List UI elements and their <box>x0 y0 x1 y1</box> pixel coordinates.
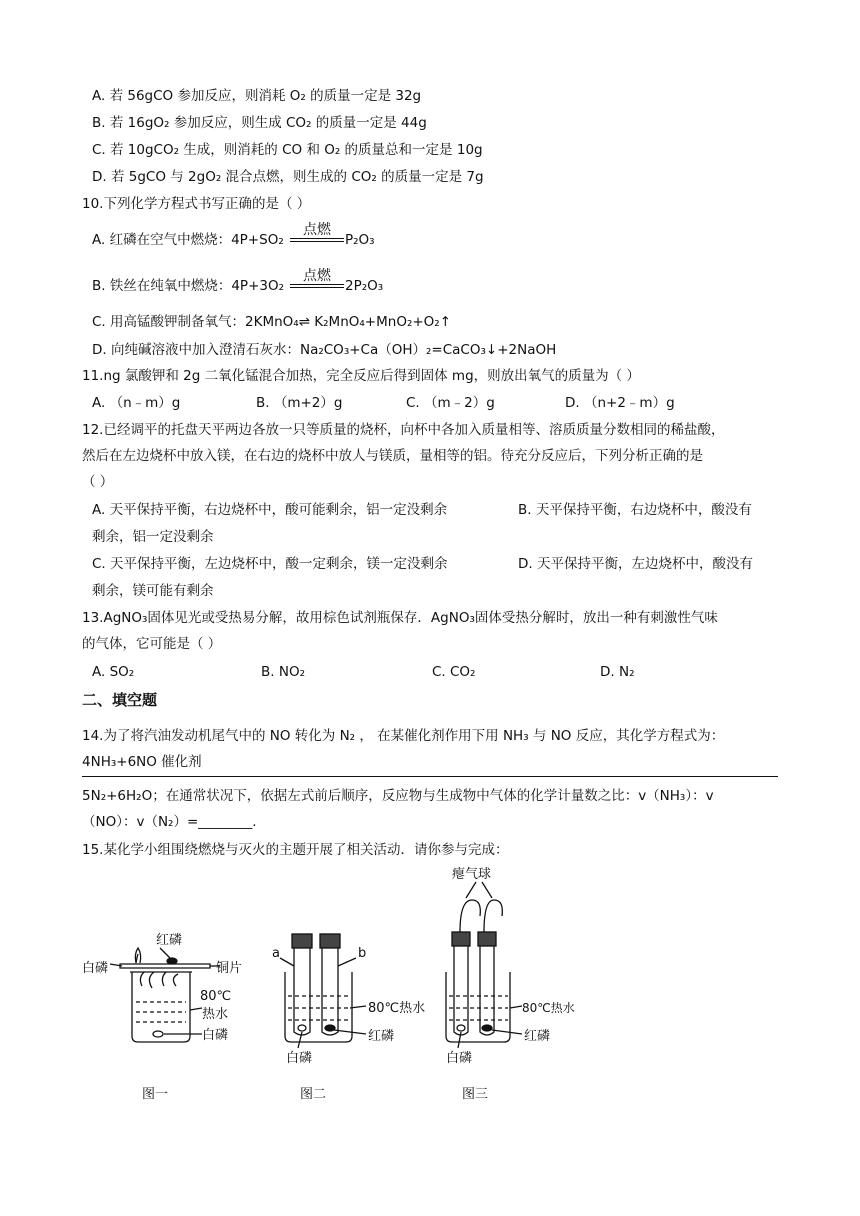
fig2-label-a: a <box>272 946 280 961</box>
fig2-stopper-b <box>320 934 340 948</box>
fig1-caption: 图一 <box>142 1087 169 1102</box>
q10-b-condition-text: 点燃 <box>303 268 331 284</box>
fig1-white-phosphorus-water-label: 白磷 <box>202 1028 229 1043</box>
q12-line-2: 然后在左边烧杯中放入镁，在右边的烧杯中放人与镁质，量相等的铝。待充分反应后，下列分析正确的是 <box>82 448 703 464</box>
q10-a-condition-text: 点燃 <box>303 222 331 238</box>
q14-line-2: 4NH₃+6NO 催化剂 <box>82 754 202 770</box>
fig3-caption: 图三 <box>462 1087 489 1102</box>
q9-option-b: B. 若 16gO₂ 参加反应，则生成 CO₂ 的质量一定是 44g <box>92 115 427 131</box>
fig3-tube-right <box>480 946 494 1035</box>
fig1-copper-plate <box>120 964 210 968</box>
fig2-red-phosphorus-label: 红磷 <box>368 1029 395 1044</box>
fig2-tube-a <box>294 948 310 1035</box>
q13-option-a: A. SO₂ <box>92 664 135 680</box>
fig3-stopper-right <box>478 932 496 946</box>
q10-option-c: C. 用高锰酸钾制备氧气：2KMnO₄⇌ K₂MnO₄+MnO₂+O₂↑ <box>92 314 452 330</box>
q12-option-a: A. 天平保持平衡，右边烧杯中，酸可能剩余，铝一定没剩余 <box>92 502 448 518</box>
fig1-red-phosphorus-label: 红磷 <box>156 933 183 948</box>
q13-option-c: C. CO₂ <box>432 664 476 680</box>
fig1-hot-water-label: 热水 <box>202 1007 229 1022</box>
fig2-tube-b <box>322 948 338 1035</box>
q11-option-b: B. （m+2）g <box>256 395 343 411</box>
q9-option-d: D. 若 5gCO 与 2gO₂ 混合点燃，则生成的 CO₂ 的质量一定是 7g <box>92 169 484 185</box>
q13-option-b: B. NO₂ <box>261 664 305 680</box>
fig3-hot-water-label: 80℃热水 <box>522 1001 575 1015</box>
fig1-temperature-label: 80℃ <box>200 989 232 1004</box>
q12-option-c: C. 天平保持平衡，左边烧杯中，酸一定剩余，镁一定没剩余 <box>92 556 448 572</box>
fig1-red-phosphorus <box>167 958 177 964</box>
q10-option-b-right: 2P₂O₃ <box>345 278 384 294</box>
q12-option-d: D. 天平保持平衡，左边烧杯中，酸没有 <box>518 556 753 572</box>
q11-option-c: C. （m﹣2）g <box>406 395 495 411</box>
fig3-red-phosphorus-label: 红磷 <box>524 1029 551 1044</box>
fig2-stopper-a <box>292 934 312 948</box>
q14-equation-line <box>82 776 778 777</box>
q11-option-a: A. （n﹣m）g <box>92 395 181 411</box>
q10-stem: 10.下列化学方程式书写正确的是（ ） <box>82 196 311 212</box>
fig3-white-phosphorus <box>457 1025 465 1031</box>
q15-stem: 15.某化学小组围绕燃烧与灭火的主题开展了相关活动．请你参与完成： <box>82 842 509 858</box>
fig2-white-phosphorus-label: 白磷 <box>286 1051 313 1066</box>
fig1-white-phosphorus-under-water <box>153 1031 163 1037</box>
fig2-label-b: b <box>358 946 367 961</box>
fig2-caption: 图二 <box>300 1087 327 1102</box>
q10-a-equals-sign <box>290 238 344 242</box>
combustion-experiment-figure <box>80 862 575 1112</box>
fig2-white-phosphorus <box>298 1025 306 1031</box>
q13-option-d: D. N₂ <box>600 664 635 680</box>
q10-option-d: D. 向纯碱溶液中加入澄清石灰水：Na₂CO₃+Ca（OH）₂=CaCO₃↓+2NaOH <box>92 342 557 358</box>
q14-line-4: （NO）：v（N₂）=________. <box>82 814 257 830</box>
fig1-white-phosphorus-label: 白磷 <box>82 961 109 976</box>
q10-a-condition <box>290 222 344 242</box>
q13-line-1: 13.AgNO₃固体见光或受热易分解，故用棕色试剂瓶保存．AgNO₃固体受热分解时，放出一种有刺激性气味 <box>82 610 718 626</box>
q10-option-b-left: B. 铁丝在纯氧中燃烧：4P+3O₂ <box>92 278 285 294</box>
q12-line-1: 12.已经调平的托盘天平两边各放一只等质量的烧杯，向杯中各加入质量相等、溶质质量分数相同的稀盐酸， <box>82 422 725 438</box>
q14-line-1: 14.为了将汽油发动机尾气中的 NO 转化为 N₂ ， 在某催化剂作用下用 NH₃ 与 NO 反应，其化学方程式为： <box>82 728 725 744</box>
q11-option-d: D. （n+2﹣m）g <box>565 395 675 411</box>
fig3-stopper-left <box>452 932 470 946</box>
fig1-copper-label: 铜片 <box>216 961 243 976</box>
q12-option-d-cont: 剩余，镁可能有剩余 <box>92 583 214 599</box>
q10-b-equals-sign <box>290 284 344 288</box>
q11-stem: 11.ng 氯酸钾和 2g 二氧化锰混合加热，完全反应后得到固体 mg，则放出氧气的质量为（ ） <box>82 368 640 384</box>
q13-line-2: 的气体，它可能是（ ） <box>82 636 222 652</box>
q12-option-b: B. 天平保持平衡，右边烧杯中，酸没有 <box>518 502 752 518</box>
fig2-hot-water-label: 80℃热水 <box>368 1001 426 1016</box>
q10-b-condition <box>290 268 344 288</box>
fig3-balloon-label: 瘪气球 <box>452 867 492 882</box>
fig3-tube-left <box>454 946 468 1035</box>
q9-option-a: A. 若 56gCO 参加反应，则消耗 O₂ 的质量一定是 32g <box>92 88 422 104</box>
q12-line-3: （ ） <box>82 474 114 490</box>
fig3-balloon-left <box>460 900 480 932</box>
q10-option-a-left: A. 红磷在空气中燃烧：4P+SO₂ <box>92 232 284 248</box>
fig2-red-phosphorus <box>325 1025 335 1031</box>
fig3-balloon-right <box>484 900 502 932</box>
fig3-white-phosphorus-label: 白磷 <box>446 1051 473 1066</box>
q10-option-a-right: P₂O₃ <box>345 232 375 248</box>
section-heading: 二、填空题 <box>82 691 158 709</box>
q14-line-3: 5N₂+6H₂O；在通常状况下，依据左式前后顺序，反应物与生成物中气体的化学计量数之比：v（NH₃）：v <box>82 788 714 804</box>
q9-option-c: C. 若 10gCO₂ 生成，则消耗的 CO 和 O₂ 的质量总和一定是 10g <box>92 142 483 158</box>
fig3-red-phosphorus <box>482 1025 492 1031</box>
q12-option-b-cont: 剩余，铝一定没剩余 <box>92 529 214 545</box>
